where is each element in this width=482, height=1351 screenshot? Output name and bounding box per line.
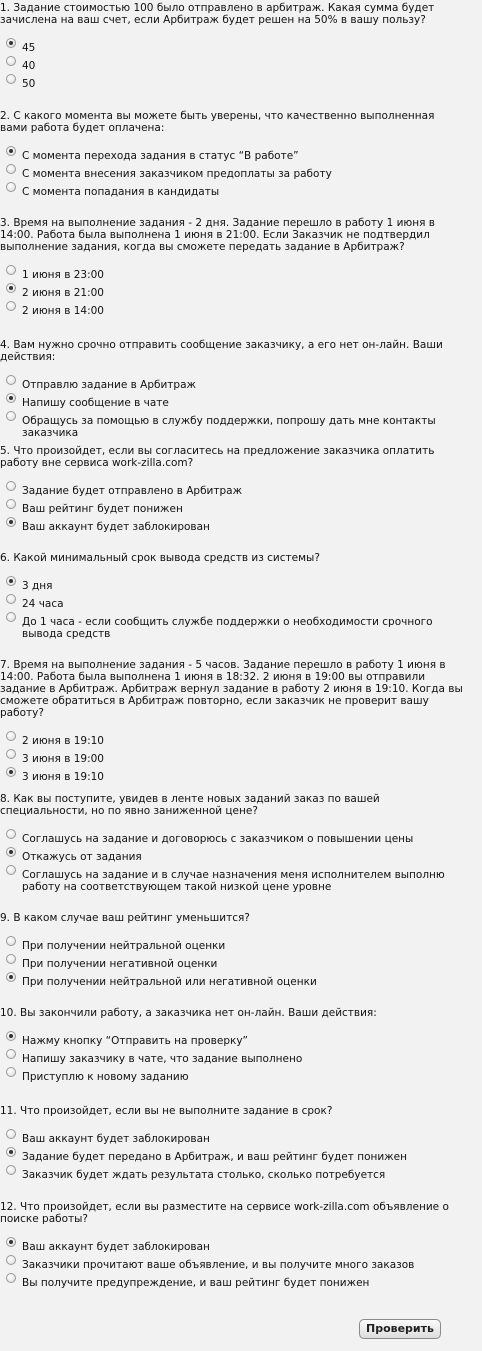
answer-option[interactable] [0, 72, 464, 90]
answer-option[interactable] [0, 952, 464, 970]
answer-option[interactable] [0, 1029, 464, 1047]
answer-label: 2 июня в 19:10 [22, 735, 104, 747]
answer-label: 2 июня в 14:00 [22, 305, 104, 317]
answer-label: При получении нейтральной или негативной оценки [22, 976, 317, 988]
answer-option[interactable] [0, 162, 464, 180]
radio-unchecked-icon[interactable] [6, 731, 16, 741]
answer-label: Напишу заказчику в чате, что задание выполнено [22, 1053, 303, 1065]
answer-label: 40 [22, 60, 36, 72]
answer-option[interactable] [0, 970, 464, 988]
answer-options [0, 934, 464, 988]
question-8 [0, 791, 464, 893]
answer-option[interactable] [0, 1145, 464, 1163]
answer-options [0, 827, 464, 893]
radio-checked-icon[interactable] [6, 847, 16, 857]
answer-label: Ваш аккаунт будет заблокирован [22, 1241, 210, 1253]
radio-checked-icon[interactable] [6, 1147, 16, 1157]
answer-option[interactable] [0, 1127, 464, 1145]
radio-unchecked-icon[interactable] [6, 829, 16, 839]
question-text: 7. Время на выполнение задания - 5 часов. Задание перешло в работу 1 июня в 14:00. Работа была выполнена 1 июня в 18:32. 2 июня в 19:00 вы отправили задание в Арбитраж. Арбитраж вернул задание в работу 2 июня в 19:10. Когда вы сможете обратиться в Арбитраж повторно, если заказчик не проверит вашу работу? [0, 659, 463, 719]
answer-options [0, 1127, 464, 1181]
question-3 [0, 215, 464, 317]
answer-label: Откажусь от задания [22, 851, 142, 863]
radio-unchecked-icon[interactable] [6, 74, 16, 84]
radio-unchecked-icon[interactable] [6, 164, 16, 174]
question-text: 6. Какой минимальный срок вывода средств из системы? [0, 552, 320, 564]
answer-option[interactable] [0, 1047, 464, 1065]
radio-unchecked-icon[interactable] [6, 56, 16, 66]
answer-option[interactable] [0, 729, 464, 747]
answer-label: До 1 часа - если сообщить службе поддержки о необходимости срочного вывода средств [22, 616, 433, 640]
radio-unchecked-icon[interactable] [6, 954, 16, 964]
answer-label: 2 июня в 21:00 [22, 287, 104, 299]
answer-options [0, 479, 464, 533]
radio-checked-icon[interactable] [6, 1237, 16, 1247]
answer-label: Нажму кнопку “Отправить на проверку” [22, 1035, 248, 1047]
radio-unchecked-icon[interactable] [6, 749, 16, 759]
answer-options [0, 574, 464, 640]
question-4 [0, 337, 464, 439]
question-12 [0, 1199, 464, 1289]
radio-checked-icon[interactable] [6, 767, 16, 777]
answer-label: С момента перехода задания в статус “В работе” [22, 150, 299, 162]
question-text: 5. Что произойдет, если вы согласитесь на предложение заказчика оплатить работу вне сервиса work-zilla.com? [0, 445, 435, 469]
answer-label: Соглашусь на задание и в случае назначения меня исполнителем выполню работу на соответствующем такой низкой цене уровне [22, 869, 445, 893]
radio-unchecked-icon[interactable] [6, 182, 16, 192]
question-9 [0, 910, 464, 988]
answer-option[interactable] [0, 515, 464, 533]
answer-option[interactable] [0, 144, 464, 162]
radio-unchecked-icon[interactable] [6, 1165, 16, 1175]
answer-options [0, 373, 464, 439]
question-1 [0, 0, 464, 90]
question-text: 2. С какого момента вы можете быть уверены, что качественно выполненная вами работа будет оплачена: [0, 110, 435, 134]
answer-option[interactable] [0, 497, 464, 515]
answer-option[interactable] [0, 1253, 464, 1271]
radio-unchecked-icon[interactable] [6, 375, 16, 385]
question-7 [0, 657, 464, 783]
radio-checked-icon[interactable] [6, 972, 16, 982]
radio-unchecked-icon[interactable] [6, 594, 16, 604]
answer-label: 45 [22, 42, 36, 54]
radio-checked-icon[interactable] [6, 38, 16, 48]
answer-label: Приступлю к новому заданию [22, 1071, 189, 1083]
answer-label: Заказчик будет ждать результата столько, сколько потребуется [22, 1169, 386, 1181]
answer-options [0, 144, 464, 198]
question-text: 1. Задание стоимостью 100 было отправлено в арбитраж. Какая сумма будет зачислена на ваш счет, если Арбитраж будет решен на 50% в вашу пользу? [0, 2, 435, 26]
answer-label: 50 [22, 78, 36, 90]
answer-label: Ваш рейтинг будет понижен [22, 503, 183, 515]
answer-option[interactable] [0, 934, 464, 952]
answer-option[interactable] [0, 54, 464, 72]
question-text: 3. Время на выполнение задания - 2 дня. Задание перешло в работу 1 июня в 14:00. Работа была выполнена 1 июня в 21:00. Если Заказчик не подтвердил выполнение задания, когда вы сможете передать задание в Арбитраж? [0, 217, 435, 253]
question-6 [0, 550, 464, 640]
answer-option[interactable] [0, 1271, 464, 1289]
answer-options [0, 263, 464, 317]
answer-label: С момента попадания в кандидаты [22, 186, 220, 198]
answer-option[interactable] [0, 827, 464, 845]
answer-option[interactable] [0, 373, 464, 391]
answer-option[interactable] [0, 281, 464, 299]
answer-option[interactable] [0, 863, 464, 893]
radio-unchecked-icon[interactable] [6, 1255, 16, 1265]
answer-option[interactable] [0, 391, 464, 409]
answer-options [0, 729, 464, 783]
answer-label: 3 дня [22, 580, 53, 592]
radio-checked-icon[interactable] [6, 517, 16, 527]
radio-unchecked-icon[interactable] [6, 265, 16, 275]
answer-option[interactable] [0, 1163, 464, 1181]
answer-option[interactable] [0, 1235, 464, 1253]
question-text: 9. В каком случае ваш рейтинг уменьшится? [0, 912, 250, 924]
answer-label: 24 часа [22, 598, 64, 610]
answer-label: При получении негативной оценки [22, 958, 218, 970]
radio-unchecked-icon[interactable] [6, 865, 16, 875]
answer-option[interactable] [0, 765, 464, 783]
radio-unchecked-icon[interactable] [6, 411, 16, 421]
answer-option[interactable] [0, 409, 464, 439]
answer-options [0, 36, 464, 90]
answer-option[interactable] [0, 479, 464, 497]
radio-unchecked-icon[interactable] [6, 936, 16, 946]
question-text: 10. Вы закончили работу, а заказчика нет он-лайн. Ваши действия: [0, 1007, 377, 1019]
question-text: 8. Как вы поступите, увидев в ленте новых заданий заказ по вашей специальности, но по явно заниженной цене? [0, 793, 380, 817]
answer-option[interactable] [0, 180, 464, 198]
radio-checked-icon[interactable] [6, 393, 16, 403]
radio-unchecked-icon[interactable] [6, 1129, 16, 1139]
answer-label: Задание будет передано в Арбитраж, и ваш рейтинг будет понижен [22, 1151, 407, 1163]
answer-option[interactable] [0, 845, 464, 863]
answer-label: Соглашусь на задание и договорюсь с заказчиком о повышении цены [22, 833, 414, 845]
answer-option[interactable] [0, 1065, 464, 1083]
question-text: 4. Вам нужно срочно отправить сообщение заказчику, а его нет он-лайн. Ваши действия: [0, 339, 443, 363]
radio-unchecked-icon[interactable] [6, 1067, 16, 1077]
answer-label: Ваш аккаунт будет заблокирован [22, 521, 210, 533]
question-5 [0, 443, 464, 533]
answer-label: Вы получите предупреждение, и ваш рейтинг будет понижен [22, 1277, 370, 1289]
answer-option[interactable] [0, 299, 464, 317]
answer-label: Ваш аккаунт будет заблокирован [22, 1133, 210, 1145]
answer-option[interactable] [0, 574, 464, 592]
radio-checked-icon[interactable] [6, 283, 16, 293]
check-button[interactable]: Проверить [359, 1319, 441, 1339]
answer-options [0, 1235, 464, 1289]
radio-checked-icon[interactable] [6, 576, 16, 586]
answer-label: Отправлю задание в Арбитраж [22, 379, 196, 391]
answer-label: Напишу сообщение в чате [22, 397, 169, 409]
form-footer [0, 1316, 482, 1346]
answer-label: 3 июня в 19:10 [22, 771, 104, 783]
answer-label: Задание будет отправлено в Арбитраж [22, 485, 243, 497]
answer-option[interactable] [0, 592, 464, 610]
radio-unchecked-icon[interactable] [6, 1049, 16, 1059]
radio-unchecked-icon[interactable] [6, 1273, 16, 1283]
answer-option[interactable] [0, 36, 464, 54]
answer-label: Обращусь за помощью в службу поддержки, попрошу дать мне контакты заказчика [22, 415, 436, 439]
answer-label: При получении нейтральной оценки [22, 940, 226, 952]
radio-unchecked-icon[interactable] [6, 499, 16, 509]
answer-option[interactable] [0, 610, 464, 640]
radio-unchecked-icon[interactable] [6, 612, 16, 622]
answer-label: Заказчики прочитают ваше объявление, и вы получите много заказов [22, 1259, 415, 1271]
radio-unchecked-icon[interactable] [6, 301, 16, 311]
answer-label: 3 июня в 19:00 [22, 753, 104, 765]
question-text: 11. Что произойдет, если вы не выполните задание в срок? [0, 1105, 333, 1117]
radio-checked-icon[interactable] [6, 1031, 16, 1041]
question-11 [0, 1103, 464, 1181]
radio-unchecked-icon[interactable] [6, 481, 16, 491]
radio-checked-icon[interactable] [6, 146, 16, 156]
question-10 [0, 1005, 464, 1083]
answer-label: 1 июня в 23:00 [22, 269, 104, 281]
question-2 [0, 108, 464, 198]
answer-option[interactable] [0, 747, 464, 765]
question-text: 12. Что произойдет, если вы разместите на сервисе work-zilla.com объявление о поиске работы? [0, 1201, 449, 1225]
answer-options [0, 1029, 464, 1083]
answer-label: С момента внесения заказчиком предоплаты за работу [22, 168, 332, 180]
answer-option[interactable] [0, 263, 464, 281]
